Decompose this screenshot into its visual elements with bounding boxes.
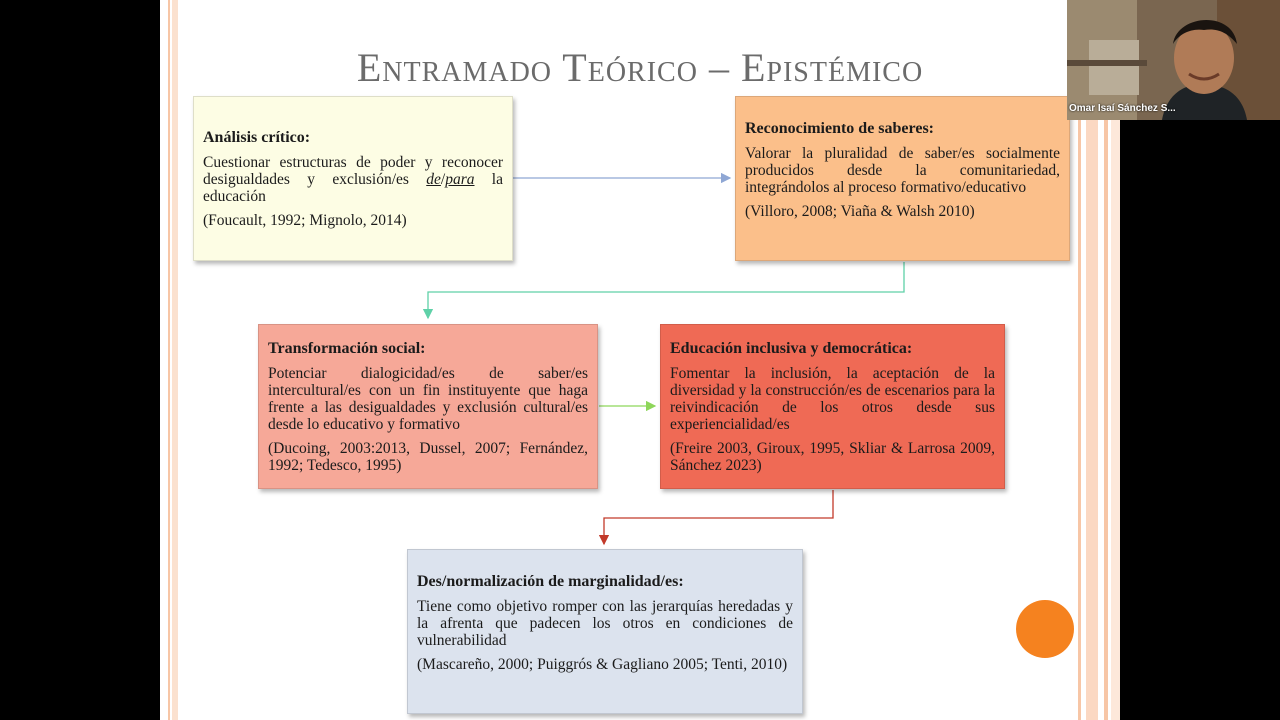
- participant-video-tile[interactable]: [1067, 0, 1280, 120]
- box-refs: (Villoro, 2008; Viaña & Walsh 2010): [745, 203, 975, 220]
- box-heading: Reconocimiento de saberes:: [745, 120, 934, 137]
- box-analisis-critico: [193, 96, 513, 261]
- box-text-after: la educación: [203, 171, 503, 205]
- box-text: [203, 154, 503, 205]
- box-text: Tiene como objetivo romper con las jerarquías heredadas y la afrenta que padecen los otros en condiciones de vulnerabilidad: [417, 598, 793, 649]
- presentation-slide: [160, 0, 1120, 720]
- box-text: Valorar la pluralidad de saber/es socialmente producidos desde la comunitariedad, integrándolos al proceso formativo/educativo: [745, 145, 1060, 196]
- participant-video-feed: [1067, 0, 1280, 120]
- box-text-before: Cuestionar estructuras de poder y reconocer desigualdades y exclusión/es: [203, 154, 503, 188]
- box-refs: (Foucault, 1992; Mignolo, 2014): [203, 212, 407, 229]
- box-heading: Des/normalización de marginalidad/es:: [417, 573, 684, 590]
- slide-title: Entramado Teórico – Epistémico: [356, 45, 924, 90]
- arrow-educacion-to-desnormalizacion: [604, 490, 833, 544]
- box-refs: (Mascareño, 2000; Puiggrós & Gagliano 2005; Tenti, 2010): [417, 656, 788, 673]
- box-heading: Análisis crítico:: [203, 129, 311, 146]
- box-transformacion-social: [258, 324, 598, 489]
- box-refs: (Freire 2003, Giroux, 1995, Skliar & Larrosa 2009, Sánchez 2023): [670, 440, 995, 474]
- box-text-para: para: [445, 171, 475, 188]
- box-text: Fomentar la inclusión, la aceptación de la diversidad y la construcción/es de escenarios para la reivindicación de los otros desde sus experiencialidad/es: [670, 365, 995, 433]
- box-heading: Educación inclusiva y democrática:: [670, 340, 913, 357]
- arrow-reconocimiento-to-transformacion: [428, 262, 904, 318]
- box-refs: (Ducoing, 2003:2013, Dussel, 2007; Fernández, 1992; Tedesco, 1995): [268, 440, 588, 474]
- participant-name-label: Omar Isaí Sánchez S...: [1069, 103, 1176, 114]
- box-desnormalizacion: [407, 549, 803, 714]
- box-text-de: de: [426, 171, 441, 188]
- box-heading: Transformación social:: [268, 340, 426, 357]
- box-educacion-inclusiva: [660, 324, 1005, 489]
- box-text: Potenciar dialogicidad/es de saber/es intercultural/es con un fin instituyente que haga frente a las desigualdades y exclusión cultural/es desde lo educativo y formativo: [268, 365, 588, 433]
- box-text-slash: /: [440, 171, 446, 188]
- decorative-orange-circle: [1016, 600, 1074, 658]
- box-reconocimiento-saberes: [735, 96, 1070, 261]
